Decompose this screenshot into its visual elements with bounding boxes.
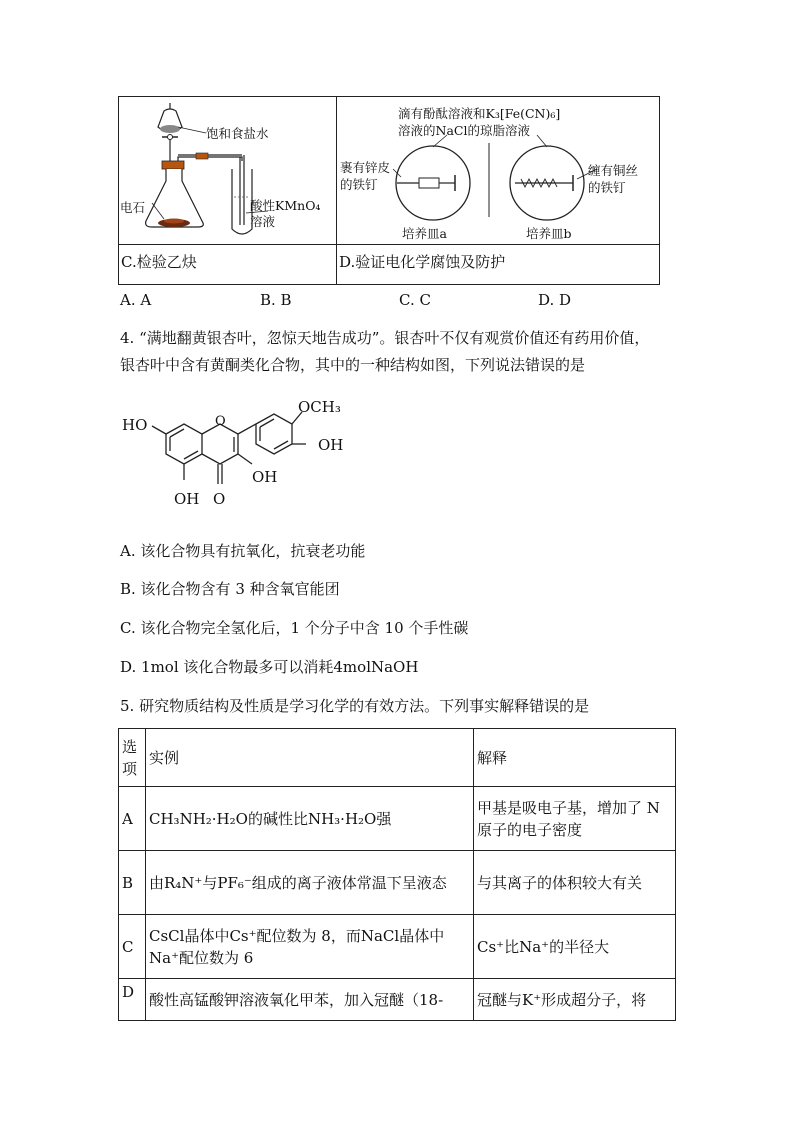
q4-option-c: C. 该化合物完全氢化后，1 个分子中含 10 个手性碳 xyxy=(120,619,469,637)
header-example: 实例 xyxy=(146,729,474,787)
label-ring-oxygen: O xyxy=(215,414,226,429)
q3-option-a: A. A xyxy=(120,291,152,309)
q4-option-b: B. 该化合物含有 3 种含氧官能团 xyxy=(120,580,340,598)
row-a-explanation: 甲基是吸电子基，增加了 N 原子的电子密度 xyxy=(474,787,676,851)
table-row xyxy=(119,787,676,851)
label-calcium-carbide: 电石 xyxy=(120,200,146,215)
caption-d: D.验证电化学腐蚀及防护 xyxy=(339,253,506,271)
caption-c: C.检验乙炔 xyxy=(121,253,197,271)
row-d-explanation: 冠醚与K⁺形成超分子，将 xyxy=(474,979,676,1021)
label-copper-nail-1: 缠有铜丝 xyxy=(588,163,639,178)
label-acidic-kmno4: 酸性KMnO₄ xyxy=(250,198,321,213)
acetylene-apparatus-diagram xyxy=(118,97,336,244)
q3-option-d: D. D xyxy=(538,291,572,309)
label-dish-b: 培养皿b xyxy=(526,226,572,241)
label-oh-bottom: OH xyxy=(174,490,200,508)
header-explanation: 解释 xyxy=(474,729,676,787)
label-oh-right: OH xyxy=(318,436,344,454)
label-agar-line1: 滴有酚酞溶液和K₃[Fe(CN)₆] xyxy=(398,106,561,121)
label-dish-a: 培养皿a xyxy=(402,226,447,241)
q3-option-b: B. B xyxy=(260,291,292,309)
header-option: 选项 xyxy=(119,729,146,787)
label-carbonyl-oxygen: O xyxy=(213,490,226,508)
q4-option-a: A. 该化合物具有抗氧化，抗衰老功能 xyxy=(120,542,366,560)
row-b-explanation: 与其离子的体积较大有关 xyxy=(474,851,676,915)
row-c-option: C xyxy=(119,915,146,979)
label-och3: OCH₃ xyxy=(298,398,341,416)
q4-stem-line1: 4. “满地翻黄银杏叶，忽惊天地告成功”。银杏叶不仅有观赏价值还有药用价值， xyxy=(120,329,650,347)
label-solution: 溶液 xyxy=(250,214,276,229)
label-saturated-brine: 饱和食盐水 xyxy=(206,126,269,141)
row-b-option: B xyxy=(119,851,146,915)
q4-option-d: D. 1mol 该化合物最多可以消耗4molNaOH xyxy=(120,658,419,676)
q4-stem-line2: 银杏叶中含有黄酮类化合物，其中的一种结构如图，下列说法错误的是 xyxy=(120,356,586,374)
label-zinc-nail-1: 裹有锌皮 xyxy=(340,160,391,175)
row-d-example: 酸性高锰酸钾溶液氧化甲苯，加入冠醚（18- xyxy=(146,979,474,1021)
q5-stem: 5. 研究物质结构及性质是学习化学的有效方法。下列事实解释错误的是 xyxy=(120,697,590,715)
q5-table xyxy=(118,728,676,1021)
row-d-option: D xyxy=(119,979,146,1021)
label-oh-mid: OH xyxy=(252,468,278,486)
table-row xyxy=(119,851,676,915)
table-header-row xyxy=(119,729,676,787)
row-a-option: A xyxy=(119,787,146,851)
q3-option-c: C. C xyxy=(399,291,431,309)
label-ho-left: HO xyxy=(122,416,148,434)
row-b-example: 由R₄N⁺与PF₆⁻组成的离子液体常温下呈液态 xyxy=(146,851,474,915)
label-agar-line2: 溶液的NaCl的琼脂溶液 xyxy=(398,123,530,138)
label-zinc-nail-2: 的铁钉 xyxy=(340,177,378,192)
row-a-example: CH₃NH₂·H₂O的碱性比NH₃·H₂O强 xyxy=(146,787,474,851)
row-c-explanation: Cs⁺比Na⁺的半径大 xyxy=(474,915,676,979)
table-row xyxy=(119,915,676,979)
row-c-example: CsCl晶体中Cs⁺配位数为 8，而NaCl晶体中Na⁺配位数为 6 xyxy=(146,915,474,979)
label-copper-nail-2: 的铁钉 xyxy=(588,180,626,195)
table-row xyxy=(119,979,676,1021)
